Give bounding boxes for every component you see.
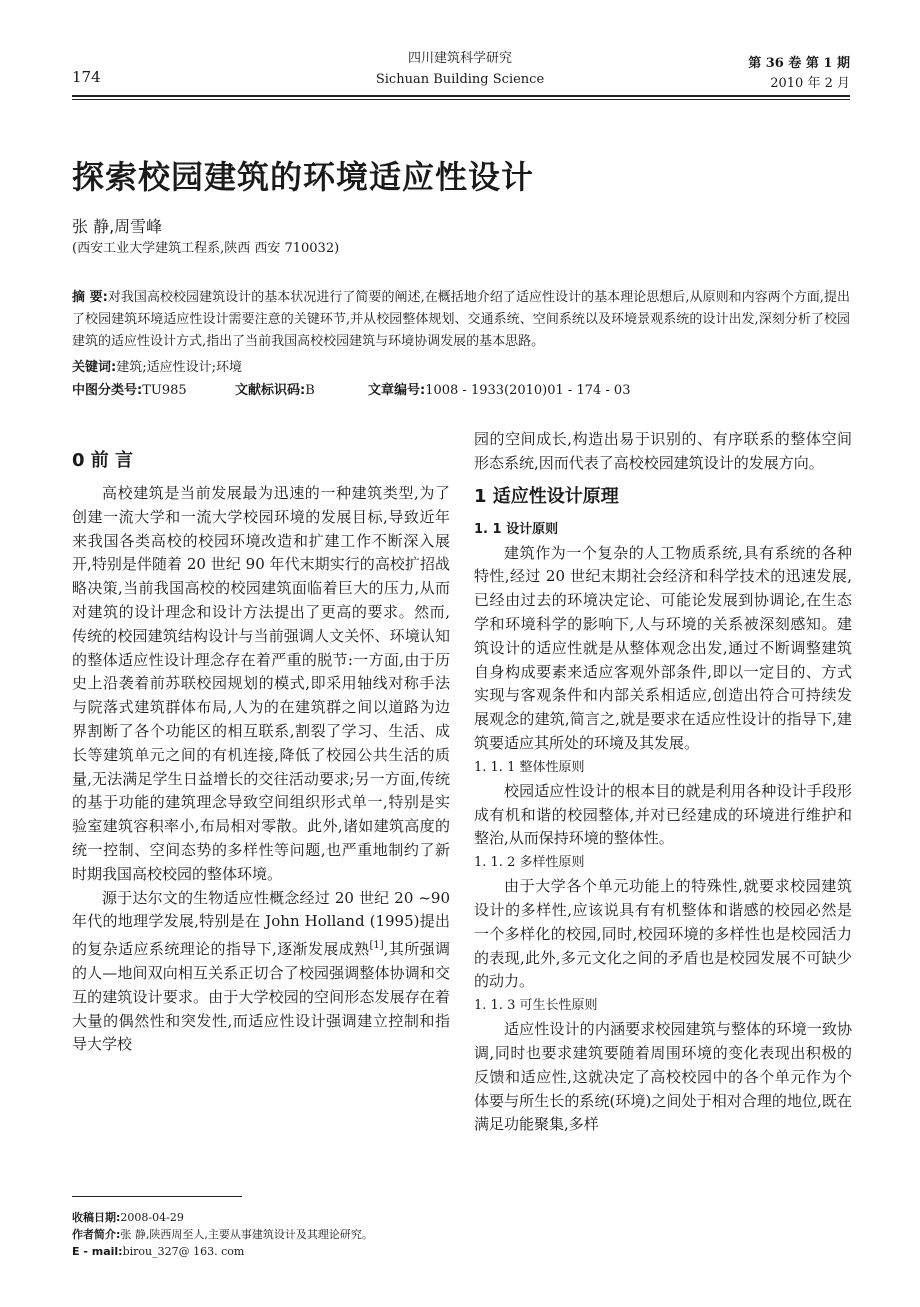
subsection-1-1-3-heading: 1. 1. 3 可生长性原则 [474,998,598,1014]
paragraph-1-1: 建筑作为一个复杂的人工物质系统,具有系统的各种特性,经过 20 世纪末期社会经济和科学技术的迅速发展,已经由过去的环境决定论、可能论发展到协调论,在生态学和环境科学的影响下,人与环境的关系被深刻感知。建筑设计的适应性就是从整体观念出发,通过不断调整建筑自身构成要素来适应客观外部条件,即以一定目的、方式实现与客观条件和内部关系相适应,创造出符合可持续发展观念的建筑,简言之,就是要求在适应性设计的指导下,建筑要适应其所处的环境及其发展。 [474,543,852,752]
intro-paragraph-1: 高校建筑是当前发展最为迅速的一种建筑类型,为了创建一流大学和一流大学校园环境的发展目标,导致近年来我国各类高校的校园环境改造和扩建工作不断深入展开,特别是伴随着 20 世纪 90 年代末期实行的高校扩招战略决策,当前我国高校的校园建筑面临着巨大的压力,从而对建筑的设计理念和设计方法提出了更高的要求。然而,传统的校园建筑结构设计与当前强调人文关怀、环境认知的整体适应性设计理念存在着严重的脱节:一方面,由于历史上沿袭着前苏联校园规划的模式,即采用轴线对称手法与院落式建筑群体布局,人为的在建筑群之间以道路为边界割断了各个功能区的相互联系,割裂了学习、生活、成长等建筑单元之间的有机连接,降低了校园公共生活的质量,无法满足学生日益增长的交往活动要求;另一方面,传统的基于功能的建筑理念导致空间组织形式单一,特别是实验室建筑容积率小,布局相对零散。此外,诸如建筑高度的统一控制、空间态势的多样性等问题,也严重地制约了新时期我国高校校园的整体环境。 [72,484,450,883]
right-column [474,428,852,1137]
header-rule [72,95,850,97]
document-code: 文献标识码:B [235,383,315,398]
left-column [72,440,450,1057]
received-date: 收稿日期:2008-04-29 [72,1211,184,1224]
footnote-rule [72,1196,242,1197]
page-number: 174 [72,68,101,86]
abstract [72,287,850,353]
keywords [72,357,242,379]
header-rule-thin [72,99,850,100]
subsection-1-1-1-heading: 1. 1. 1 整体性原则 [474,759,585,775]
paragraph-1-1-2: 由于大学各个单元功能上的特殊性,就要求校园建筑设计的多样性,应该说具有有机整体和谐感的校园必然是一个多样化的校园,同时,校园环境的多样性也是校园活力的表现,此外,多元文化之间的矛盾也是校园发展不可缺少的动力。 [474,877,852,991]
keywords-label: 关键词: [72,360,117,375]
affiliation: (西安工业大学建筑工程系,陕西 西安 710032) [72,241,340,256]
intro-paragraph-2: 源于达尔文的生物适应性概念经过 20 世纪 20 ~90 年代的地理学发展,特别是在 John Holland (1995)提出的复杂适应系统理论的指导下,逐渐发展成熟[1],其所强调的人—地间双向相互关系正切合了校园强调整体协调和交互的建筑设计要求。由于大学校园的空间形态发展存在着大量的偶然性和突发性,而适应性设计强调建立控制和指导大学校 [72,888,450,1054]
article-title: 探索校园建筑的环境适应性设计 [72,158,535,196]
abstract-label: 摘 要: [72,290,108,305]
keywords-text: 建筑;适应性设计;环境 [116,360,242,375]
subsection-1-1-2-heading: 1. 1. 2 多样性原则 [474,855,585,871]
clc-number: 中图分类号:TU985 [72,383,187,398]
authors: 张 静,周雪峰 [72,217,163,236]
section-1-heading: 1 适应性设计原理 [474,485,619,507]
author-bio: 作者简介:张 静,陕西周至人,主要从事建筑设计及其理论研究。 [72,1228,373,1241]
citation-1: [1] [369,940,384,952]
journal-name-en: Sichuan Building Science [375,72,545,87]
author-email: E - mail:birou_327@ 163. com [72,1245,245,1258]
journal-name-cn: 四川建筑科学研究 [407,51,512,66]
abstract-text: 对我国高校校园建筑设计的基本状况进行了简要的阐述,在概括地介绍了适应性设计的基本理论思想后,从原则和内容两个方面,提出了校园建筑环境适应性设计需要注意的关键环节,并从校园整体规划、交通系统、空间系统以及环境景观系统的设计出发,深刻分析了校园建筑的适应性设计方式,指出了当前我国高校校园建筑与环境协调发展的基本思路。 [72,290,850,349]
subsection-1-1-heading: 1. 1 设计原则 [474,521,559,537]
paragraph-1-1-3: 适应性设计的内涵要求校园建筑与整体的环境一致协调,同时也要求建筑要随着周围环境的变化表现出积极的反馈和适应性,这就决定了高校校园中的各个单元作为个体要与所生长的系统(环境)之间处于相对合理的地位,既在满足功能聚集,多样 [474,1020,852,1134]
article-number: 文章编号:1008 - 1933(2010)01 - 174 - 03 [368,383,631,398]
paragraph-1-1-1: 校园适应性设计的根本目的就是利用各种设计手段形成有机和谐的校园整体,并对已经建成的环境进行维护和整治,从而保持环境的整体性。 [474,781,852,848]
section-0-heading: 0 前 言 [72,450,134,471]
continued-paragraph: 园的空间成长,构造出易于识别的、有序联系的整体空间形态系统,因而代表了高校校园建筑设计的发展方向。 [474,430,852,472]
issue-date: 2010 年 2 月 [770,76,850,91]
volume-issue: 第 36 卷 第 1 期 [748,56,850,71]
